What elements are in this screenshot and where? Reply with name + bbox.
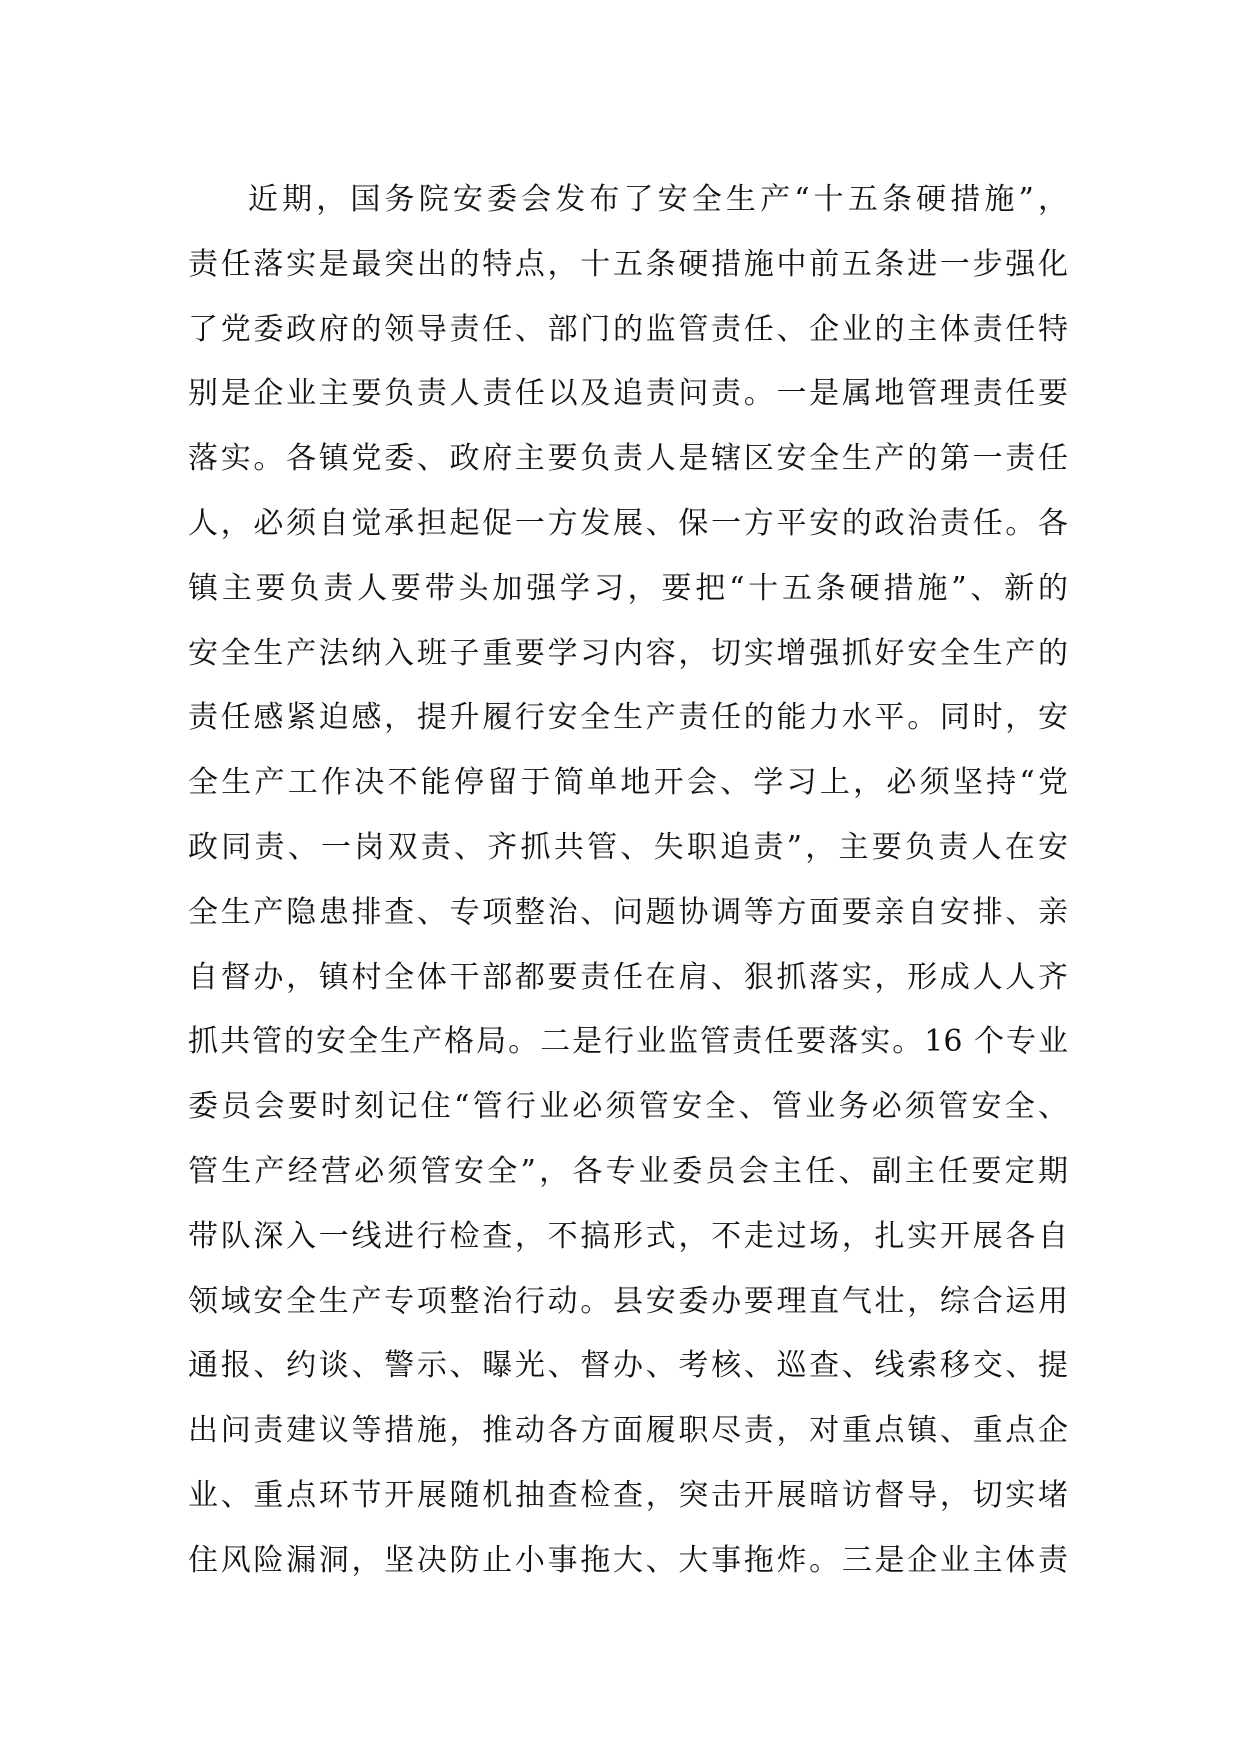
text-line: 落实。各镇党委、政府主要负责人是辖区安全生产的第一责任 bbox=[188, 441, 1068, 477]
text-line: 责任落实是最突出的特点，十五条硬措施中前五条进一步强化 bbox=[188, 246, 1068, 282]
text-line: 近期，国务院安委会发布了安全生产“十五条硬措施”， bbox=[248, 182, 1068, 217]
text-line: 通报、约谈、警示、曝光、督办、考核、巡查、线索移交、提 bbox=[188, 1348, 1068, 1384]
text-line: 人，必须自觉承担起促一方发展、保一方平安的政治责任。各 bbox=[188, 505, 1068, 541]
text-line: 领域安全生产专项整治行动。县安委办要理直气壮，综合运用 bbox=[188, 1283, 1068, 1319]
text-line: 政同责、一岗双责、齐抓共管、失职追责”，主要负责人在安 bbox=[188, 829, 1068, 865]
text-line: 了党委政府的领导责任、部门的监管责任、企业的主体责任特 bbox=[188, 311, 1068, 347]
text-line: 责任感紧迫感，提升履行安全生产责任的能力水平。同时，安 bbox=[188, 700, 1068, 736]
text-line: 住风险漏洞，坚决防止小事拖大、大事拖炸。三是企业主体责 bbox=[188, 1542, 1068, 1578]
text-line: 别是企业主要负责人责任以及追责问责。一是属地管理责任要 bbox=[188, 376, 1068, 412]
text-line: 管生产经营必须管安全”，各专业委员会主任、副主任要定期 bbox=[188, 1153, 1068, 1189]
text-line: 出问责建议等措施，推动各方面履职尽责，对重点镇、重点企 bbox=[188, 1413, 1068, 1449]
text-line: 全生产工作决不能停留于简单地开会、学习上，必须坚持“党 bbox=[188, 765, 1068, 801]
text-line: 委员会要时刻记住“管行业必须管安全、管业务必须管安全、 bbox=[188, 1089, 1068, 1125]
text-line: 自督办，镇村全体干部都要责任在肩、狠抓落实，形成人人齐 bbox=[188, 959, 1068, 995]
body-paragraph bbox=[188, 168, 1068, 1594]
text-line: 带队深入一线进行检查，不搞形式，不走过场，扎实开展各自 bbox=[188, 1218, 1068, 1254]
text-line: 镇主要负责人要带头加强学习，要把“十五条硬措施”、新的 bbox=[188, 570, 1068, 606]
text-line: 抓共管的安全生产格局。二是行业监管责任要落实。16 个专业 bbox=[188, 1024, 1068, 1060]
text-line: 安全生产法纳入班子重要学习内容，切实增强抓好安全生产的 bbox=[188, 635, 1068, 671]
text-line: 全生产隐患排查、专项整治、问题协调等方面要亲自安排、亲 bbox=[188, 894, 1068, 930]
text-line: 业、重点环节开展随机抽查检查，突击开展暗访督导，切实堵 bbox=[188, 1477, 1068, 1513]
